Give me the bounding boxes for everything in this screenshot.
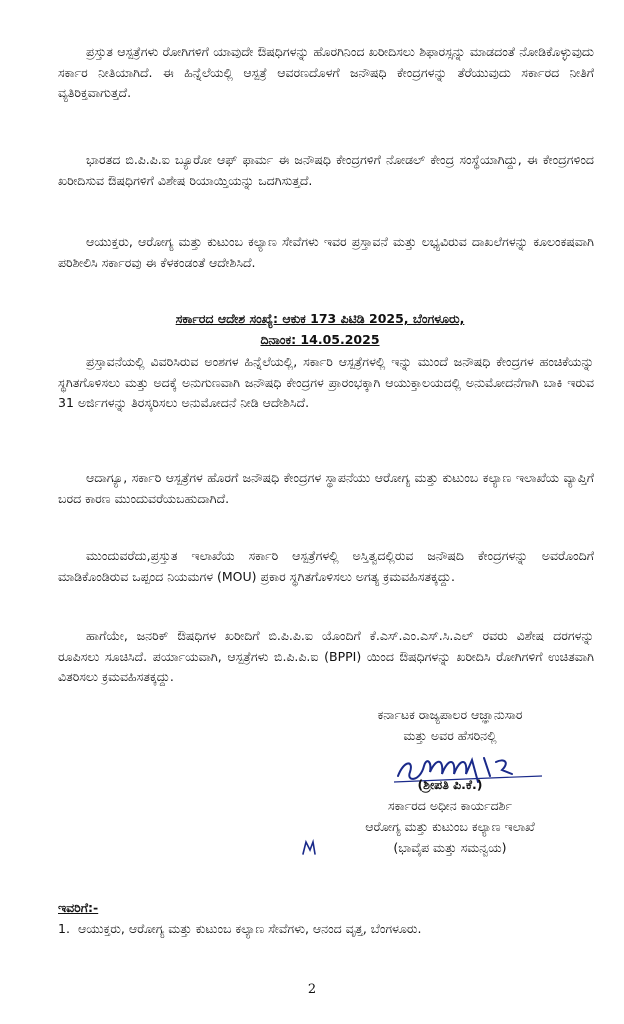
- signatory-section: (ಭಾವೈಪ ಮತ್ತು ಸಮನ್ವಯ): [393, 840, 507, 855]
- copy-to-heading: ಇವರಿಗೆ:-: [58, 900, 99, 915]
- paragraph-outside-hospitals: ಆದಾಗ್ಯೂ, ಸರ್ಕಾರಿ ಆಸ್ಪತ್ರೆಗಳ ಹೊರಗೆ ಜನೌಷಧಿ ಕೇಂದ್ರಗಳ ಸ್ಥಾಪನೆಯು ಆರೋಗ್ಯ ಮತ್ತು ಕುಟುಂಬ ಕಲ್ಯಾಣ ಇಲಾಖೆಯ ವ್ಯಾಪ್ತಿಗೆ ಬರದ ಕಾರಣ ಮುಂದುವರೆಯಬಹುದಾಗಿದೆ.: [58, 470, 594, 506]
- list-item-number: 1.: [58, 921, 70, 936]
- initial-mark: [300, 838, 320, 858]
- government-order-number: [90, 308, 550, 350]
- paragraph-hospital-policy: ಪ್ರಸ್ತುತ ಆಸ್ಪತ್ರೆಗಳು ರೋಗಿಗಳಿಗೆ ಯಾವುದೇ ಔಷಧಿಗಳನ್ನು ಹೊರಗಿನಿಂದ ಖರೀದಿಸಲು ಶಿಫಾರಸ್ಸನ್ನು ಮಾಡದಂತೆ ನೋಡಿಕೊಳ್ಳುವುದು ಸರ್ಕಾರ ನೀತಿಯಾಗಿದೆ. ಈ ಹಿನ್ನೆಲೆಯಲ್ಲಿ ಆಸ್ಪತ್ರೆ ಆವರಣದೊಳಗೆ ಜನೌಷಧಿ ಕೇಂದ್ರಗಳನ್ನು ತೆರೆಯುವುದು ಸರ್ಕಾರದ ನೀತಿಗೆ ವ್ಯತಿರಿಕ್ತವಾಗುತ್ತದೆ.: [58, 44, 594, 100]
- signatory-block: [300, 774, 600, 858]
- copy-to-list: [58, 918, 594, 939]
- order-number-line: ಸರ್ಕಾರದ ಆದೇಶ ಸಂಖ್ಯೆ: ಆಕುಕ 173 ಪಿಟಿಡಿ 2025, ಬೆಂಗಳೂರು,: [175, 311, 465, 326]
- order-date-line: ದಿನಾಂಕ: 14.05.2025: [260, 332, 380, 347]
- signatory-name: (ಶ್ರೀಪತಿ ಪಿ.ಕೆ.): [417, 777, 483, 792]
- authority-line-2: ಮತ್ತು ಅವರ ಹೆಸರಿನಲ್ಲಿ: [403, 728, 497, 743]
- page-number: 2: [307, 982, 317, 997]
- paragraph-bppi-nodal: ಭಾರತದ ಬಿ.ಪಿ.ಪಿ.ಐ ಬ್ಯೂರೋ ಆಫ್ ಫಾರ್ಮ ಈ ಜನೌಷಧಿ ಕೇಂದ್ರಗಳಿಗೆ ನೋಡಲ್ ಕೇಂದ್ರ ಸಂಸ್ಥೆಯಾಗಿದ್ದು, ಈ ಕೇಂದ್ರಗಳಿಂದ ಖರೀದಿಸುವ ಔಷಧಿಗಳಿಗೆ ವಿಶೇಷ ರಿಯಾಯ್ತಿಯನ್ನು ಒದಗಿಸುತ್ತದೆ.: [58, 152, 594, 188]
- list-item: [58, 918, 594, 939]
- paragraph-order-decision: ಪ್ರಸ್ತಾವನೆಯಲ್ಲಿ ವಿವರಿಸಿರುವ ಅಂಶಗಳ ಹಿನ್ನೆಲೆಯಲ್ಲಿ, ಸರ್ಕಾರಿ ಆಸ್ಪತ್ರೆಗಳಲ್ಲಿ ಇನ್ನು ಮುಂದೆ ಜನೌಷಧಿ ಕೇಂದ್ರಗಳ ಹಂಚಿಕೆಯನ್ನು ಸ್ಥಗಿತಗೊಳಿಸಲು ಮತ್ತು ಅದಕ್ಕೆ ಅನುಗುಣವಾಗಿ ಜನೌಷಧಿ ಕೇಂದ್ರಗಳ ಪ್ರಾರಂಭಕ್ಕಾಗಿ ಆಯುಕ್ತಾಲಯದಲ್ಲಿ ಅನುಮೋದನೆಗಾಗಿ ಬಾಕಿ ಇರುವ 31 ಅರ್ಜಿಗಳನ್ನು ತಿರಸ್ಕರಿಸಲು ಅನುಮೋದನೆ ನೀಡಿ ಆದೇಶಿಸಿದೆ.: [58, 354, 594, 410]
- paragraph-mou-termination: ಮುಂದುವರೆದು,ಪ್ರಸ್ತುತ ಇಲಾಖೆಯ ಸರ್ಕಾರಿ ಆಸ್ಪತ್ರೆಗಳಲ್ಲಿ ಅಸ್ತಿತ್ವದಲ್ಲಿರುವ ಜನೌಷದಿ ಕೇಂದ್ರಗಳನ್ನು ಅವರೊಂದಿಗೆ ಮಾಡಿಕೊಂಡಿರುವ ಒಪ್ಪಂದ ನಿಯಮಗಳ (MOU) ಪ್ರಕಾರ ಸ್ಥಗಿತಗೊಳಿಸಲು ಅಗತ್ಯ ಕ್ರಮವಹಿಸತಕ್ಕದ್ದು.: [58, 548, 594, 584]
- authority-block: [300, 704, 600, 746]
- authority-line-1: ಕರ್ನಾಟಕ ರಾಜ್ಯಪಾಲರ ಆಜ್ಞಾನುಸಾರ: [377, 707, 523, 722]
- list-item-text: ಆಯುಕ್ತರು, ಆರೋಗ್ಯ ಮತ್ತು ಕುಟುಂಬ ಕಲ್ಯಾಣ ಸೇವೆಗಳು, ಆನಂದ ವೃತ್ತ, ಬೆಂಗಳೂರು.: [78, 921, 422, 936]
- signatory-designation: ಸರ್ಕಾರದ ಅಧೀನ ಕಾರ್ಯದರ್ಶಿ: [388, 798, 512, 813]
- paragraph-generic-medicines: ಹಾಗೆಯೇ, ಜನರಿಕ್ ಔಷಧಿಗಳ ಖರೀದಿಗೆ ಬಿ.ಪಿ.ಪಿ.ಐ ಯೊಂದಿಗೆ ಕೆ.ಎಸ್.ಎಂ.ಎಸ್.ಸಿ.ಎಲ್ ರವರು ವಿಶೇಷ ದರಗಳನ್ನು ರೂಪಿಸಲು ಸೂಚಿಸಿದೆ. ಪರ್ಯಾಯವಾಗಿ, ಆಸ್ಪತ್ರೆಗಳು ಬಿ.ಪಿ.ಪಿ.ಐ (BPPI) ಯಿಂದ ಔಷಧಿಗಳನ್ನು ಖರೀದಿಸಿ ರೋಗಿಗಳಿಗೆ ಉಚಿತವಾಗಿ ವಿತರಿಸಲು ಕ್ರಮವಹಿಸತಕ್ಕದ್ದು.: [58, 628, 594, 684]
- paragraph-commissioner-proposal: ಆಯುಕ್ತರು, ಆರೋಗ್ಯ ಮತ್ತು ಕುಟುಂಬ ಕಲ್ಯಾಣ ಸೇವೆಗಳು ಇವರ ಪ್ರಸ್ತಾವನೆ ಮತ್ತು ಲಭ್ಯವಿರುವ ದಾಖಲೆಗಳನ್ನು ಕೂಲಂಕಷವಾಗಿ ಪರಿಶೀಲಿಸಿ ಸರ್ಕಾರವು ಈ ಕೆಳಕಂಡಂತೆ ಆದೇಶಿಸಿದೆ.: [58, 234, 594, 270]
- signatory-department: ಆರೋಗ್ಯ ಮತ್ತು ಕುಟುಂಬ ಕಲ್ಯಾಣ ಇಲಾಖೆ: [365, 819, 535, 834]
